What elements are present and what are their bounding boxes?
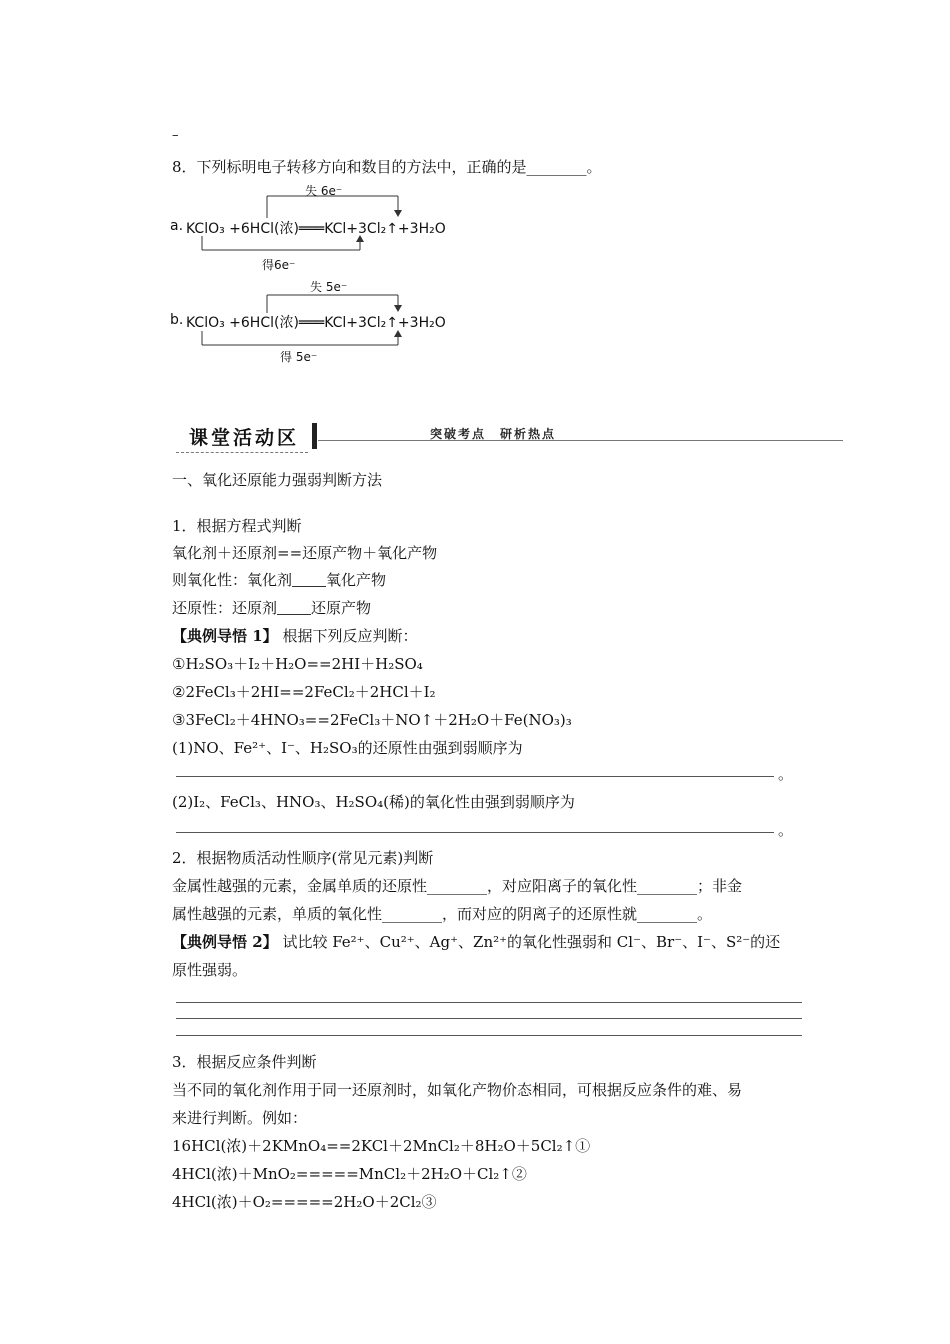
- example1-tag: 【典例导悟 1】: [172, 627, 278, 645]
- answer-line-2[interactable]: [176, 832, 774, 833]
- option-b-equation: KClO₃ +6HCl(浓)═══KCl+3Cl₂↑+3H₂O: [186, 315, 446, 331]
- banner-subtitle: 突破考点 研析热点: [430, 427, 557, 441]
- answer-end-1: 。: [778, 765, 794, 783]
- equation-3: 4HCl(浓)＋O₂=====2H₂O＋2Cl₂③: [172, 1193, 437, 1211]
- option-a-lose-label: 失 6e⁻: [305, 184, 343, 198]
- answer-line-3[interactable]: [176, 1002, 802, 1003]
- question-8: 8．下列标明电子转移方向和数目的方法中，正确的是________。: [172, 158, 602, 176]
- banner-dashed-underline: [176, 452, 308, 453]
- option-b-prefix: b.: [170, 312, 184, 328]
- p2-line2: 属性越强的元素，单质的氧化性________，而对应的阴离子的还原性就________。: [172, 905, 713, 923]
- banner-rule: [318, 440, 843, 441]
- answer-line-5[interactable]: [176, 1035, 802, 1036]
- option-a-equation: KClO₃ +6HCl(浓)═══KCl+3Cl₂↑+3H₂O: [186, 221, 446, 237]
- p1-line1: 氧化剂＋还原剂==还原产物＋氧化产物: [172, 544, 438, 562]
- example1-text: 根据下列反应判断：: [277, 627, 418, 645]
- answer-line-4[interactable]: [176, 1018, 802, 1019]
- top-mark: –: [172, 128, 179, 143]
- p1-line3-b: 还原产物: [311, 599, 372, 617]
- p2-title: 2．根据物质活动性顺序(常见元素)判断: [172, 849, 434, 867]
- banner-bar: [312, 423, 317, 449]
- p1-line3: [172, 598, 371, 618]
- p1-line2: [172, 570, 386, 590]
- answer-line-1[interactable]: [176, 776, 774, 777]
- option-b-gain-label: 得 5e⁻: [280, 350, 318, 364]
- p3-title: 3．根据反应条件判断: [172, 1053, 317, 1071]
- example2-tag: 【典例导悟 2】: [172, 933, 278, 951]
- question-2: (2)I₂、FeCl₃、HNO₃、H₂SO₄(稀)的氧化性由强到弱顺序为: [172, 793, 575, 811]
- p3-line1: 当不同的氧化剂作用于同一还原剂时，如氧化产物价态相同，可根据反应条件的难、易: [172, 1081, 743, 1099]
- option-b-lose-label: 失 5e⁻: [310, 280, 348, 294]
- option-a-prefix: a.: [170, 218, 184, 234]
- reaction-3: ③3FeCl₂＋4HNO₃==2FeCl₃＋NO↑＋2H₂O＋Fe(NO₃)₃: [172, 711, 572, 729]
- example1-line: [172, 626, 417, 646]
- section-heading: 一、氧化还原能力强弱判断方法: [172, 471, 383, 489]
- banner-title: 课堂活动区: [188, 427, 299, 449]
- p2-line1: 金属性越强的元素，金属单质的还原性________，对应阳离子的氧化性________；非金: [172, 877, 743, 895]
- reaction-2: ②2FeCl₃＋2HI==2FeCl₂＋2HCl＋I₂: [172, 683, 436, 701]
- p1-title: 1．根据方程式判断: [172, 517, 302, 535]
- option-a-gain-label: 得6e⁻: [262, 258, 296, 272]
- example2-line: [172, 932, 780, 952]
- answer-end-2: 。: [778, 821, 794, 839]
- reaction-1: ①H₂SO₃＋I₂＋H₂O==2HI＋H₂SO₄: [172, 655, 423, 673]
- equation-2: 4HCl(浓)＋MnO₂=====MnCl₂＋2H₂O＋Cl₂↑②: [172, 1165, 527, 1183]
- blank-reduction[interactable]: [277, 600, 311, 615]
- example2-line2: 原性强弱。: [172, 961, 248, 979]
- p1-line2-b: 氧化产物: [326, 571, 387, 589]
- example2-text: 试比较 Fe²⁺、Cu²⁺、Ag⁺、Zn²⁺的氧化性强弱和 Cl⁻、Br⁻、I⁻、S²⁻的还: [277, 933, 781, 951]
- blank-oxidation[interactable]: [292, 572, 326, 587]
- p1-line2-a: 则氧化性：氧化剂: [172, 571, 293, 589]
- equation-1: 16HCl(浓)＋2KMnO₄==2KCl＋2MnCl₂＋8H₂O＋5Cl₂↑①: [172, 1137, 591, 1155]
- p3-line2: 来进行判断。例如：: [172, 1109, 308, 1127]
- p1-line3-a: 还原性：还原剂: [172, 599, 278, 617]
- question-1: (1)NO、Fe²⁺、I⁻、H₂SO₃的还原性由强到弱顺序为: [172, 739, 523, 757]
